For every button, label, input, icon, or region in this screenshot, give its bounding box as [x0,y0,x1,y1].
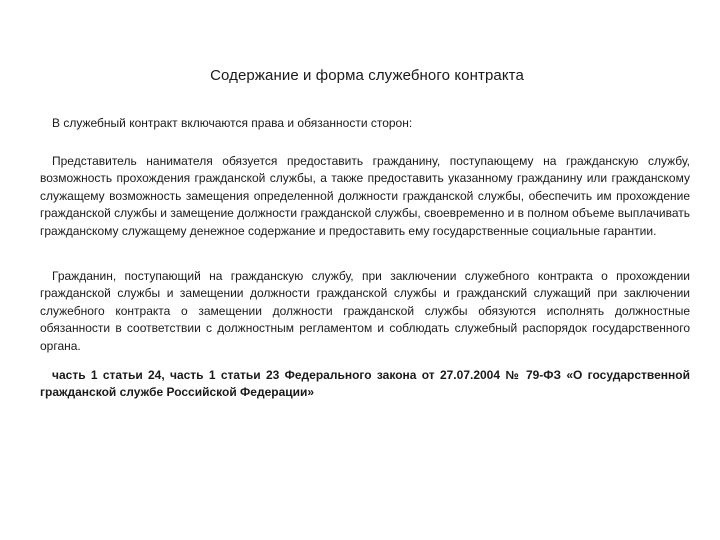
intro-text: В служебный контракт включаются права и обязанности сторон: [52,116,413,130]
slide-title: Содержание и форма служебного контракта [210,67,524,84]
legal-citation: часть 1 статьи 24, часть 1 статьи 23 Федерального закона от 27.07.2004 № 79-ФЗ «О государственной гражданской службе Российской Федерации» [40,368,690,400]
paragraph-employer-obligations: Представитель нанимателя обязуется предоставить гражданину, поступающему на гражданскую службу, возможность прохождения гражданской службы, а также предоставить указанному гражданину или гражданскому служащему возможность замещения определенной должности гражданской службы, обеспечить им прохождение гражданской службы и замещение должности гражданской службы, своевременно и в полном объеме выплачивать гражданскому служащему денежное содержание и предоставить ему государственные социальные гарантии. [40,154,690,238]
paragraph-citizen-obligations: Гражданин, поступающий на гражданскую службу, при заключении служебного контракта о прохождении гражданской службы и замещении должности гражданской службы и гражданский служащий при заключении служебного контракта о замещении должности гражданской службы обязуются исполнять должностные обязанности в соответствии с должностным регламентом и соблюдать служебный распорядок государственного органа. [40,269,690,353]
